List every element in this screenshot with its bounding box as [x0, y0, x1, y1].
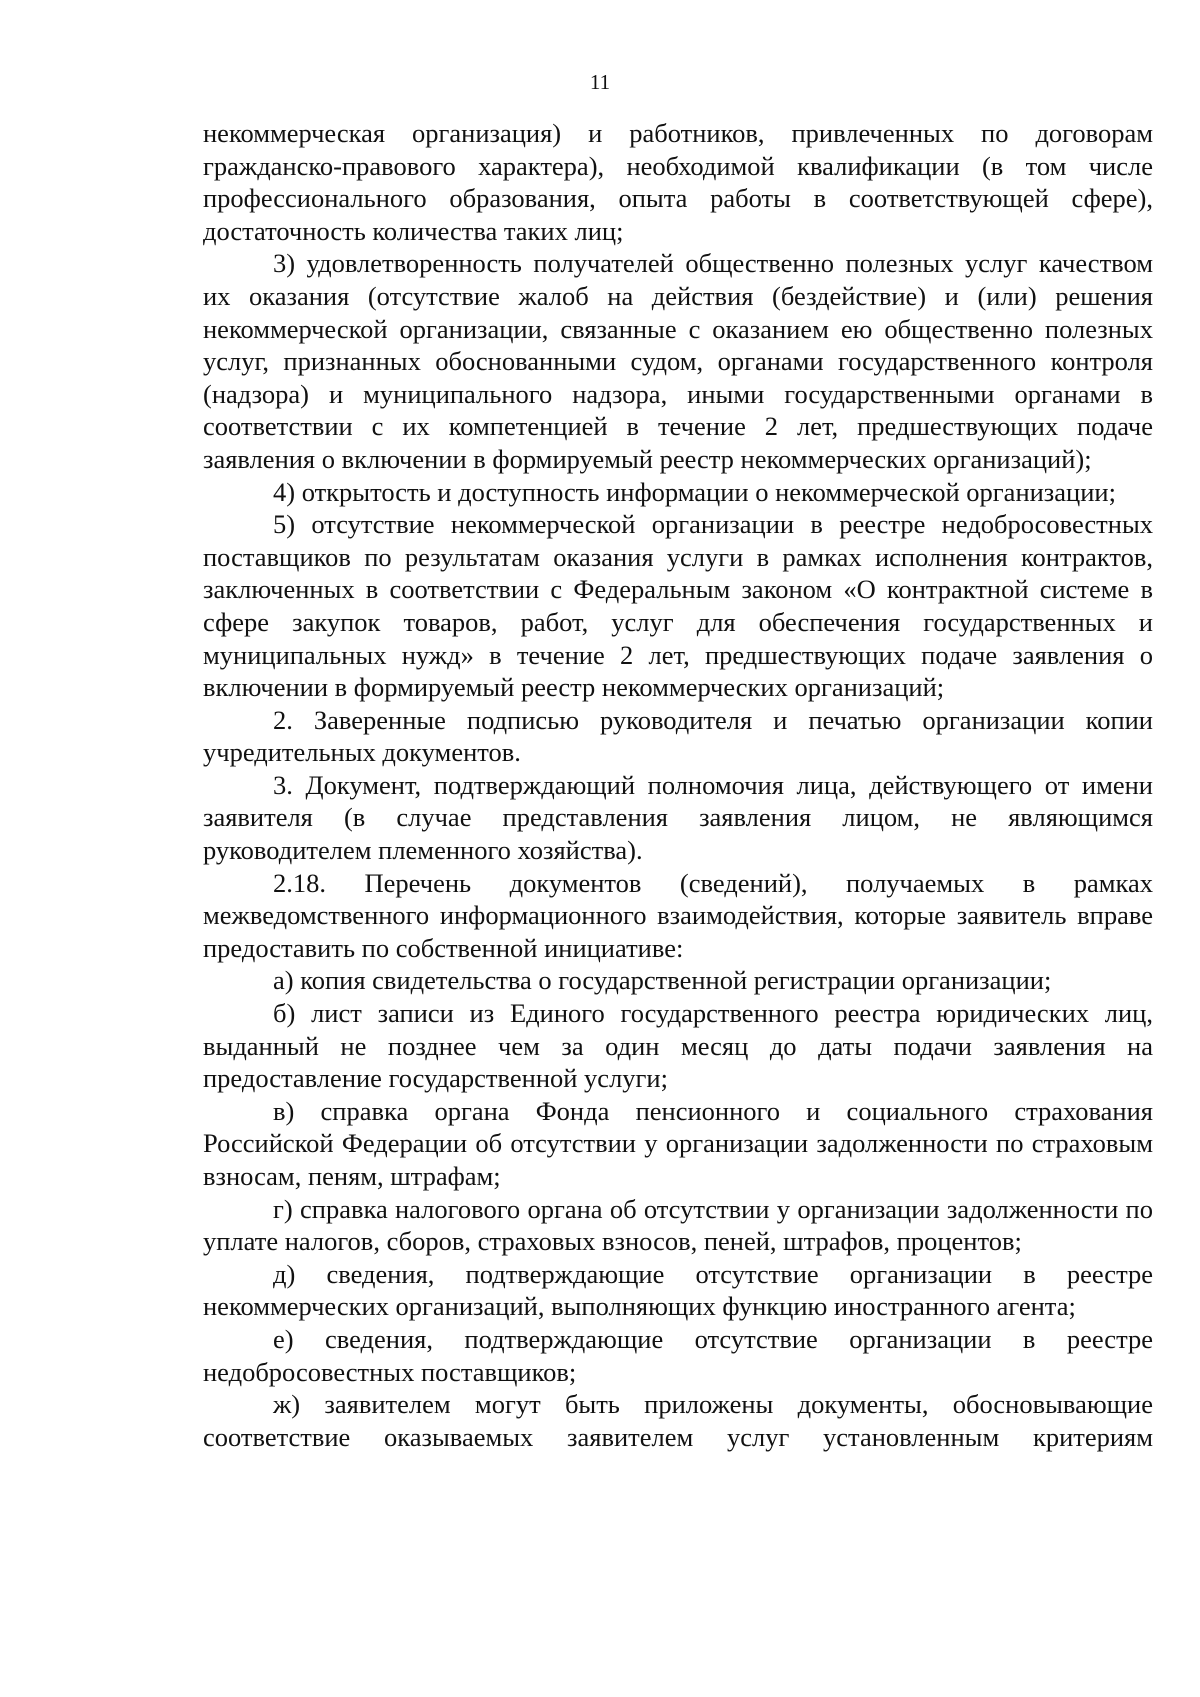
paragraph-continuation: некоммерческая организация) и работников, привлеченных по договорам гражданско-правового характера), необходимой квалификации (в том числе профессионального образования, опыта работы в соответствующей сфере), достаточность количества таких лиц; — [203, 118, 1153, 246]
document-body — [203, 117, 1153, 1453]
list-item-d: д) сведения, подтверждающие отсутствие организации в реестре некоммерческих организаций, выполняющих функцию иностранного агента; — [203, 1258, 1153, 1322]
list-item-b: б) лист записи из Единого государственного реестра юридических лиц, выданный не позднее чем за один месяц до даты подачи заявления на предоставление государственной услуги; — [203, 998, 1153, 1094]
paragraph-item-3: 3) удовлетворенность получателей общественно полезных услуг качеством их оказания (отсутствие жалоб на действия (бездействие) и (или) решения некоммерческой организации, связанные с оказанием ею общественно полезных услуг, признанных обоснованными судом, органами государственного контроля (надзора) и муниципального надзора, иными государственными органами в соответствии с их компетенцией в течение 2 лет, предшествующих подаче заявления о включении в формируемый реестр некоммерческих организаций); — [203, 248, 1153, 474]
list-item-e: е) сведения, подтверждающие отсутствие организации в реестре недобросовестных поставщиков; — [203, 1323, 1153, 1387]
paragraph-point-3: 3. Документ, подтверждающий полномочия лица, действующего от имени заявителя (в случае представления заявления лицом, не являющимся руководителем племенного хозяйства). — [203, 769, 1153, 866]
page-number: 11 — [589, 70, 611, 94]
paragraph-item-4: 4) открытость и доступность информации о некоммерческой организации; — [273, 476, 1116, 507]
list-item-v: в) справка органа Фонда пенсионного и социального страхования Российской Федерации об отсутствии у организации задолженности по страховым взносам, пеням, штрафам; — [203, 1095, 1153, 1191]
list-item-a: а) копия свидетельства о государственной регистрации организации; — [273, 965, 1052, 996]
paragraph-section-2-18: 2.18. Перечень документов (сведений), получаемых в рамках межведомственного информационного взаимодействия, которые заявитель вправе предоставить по собственной инициативе: — [203, 867, 1153, 963]
list-item-zh: ж) заявителем могут быть приложены документы, обосновывающие соответствие оказываемых заявителем услуг установленным критериям — [203, 1389, 1153, 1452]
list-item-g: г) справка налогового органа об отсутствии у организации задолженности по уплате налогов, сборов, страховых взносов, пеней, штрафов, процентов; — [203, 1193, 1153, 1257]
paragraph-item-5: 5) отсутствие некоммерческой организации в реестре недобросовестных поставщиков по результатам оказания услуги в рамках исполнения контрактов, заключенных в соответствии с Федеральным законом «О контрактной системе в сфере закупок товаров, работ, услуг для обеспечения государственных и муниципальных нужд» в течение 2 лет, предшествующих подаче заявления о включении в формируемый реестр некоммерческих организаций; — [203, 509, 1153, 703]
paragraph-point-2: 2. Заверенные подписью руководителя и печатью организации копии учредительных документов. — [203, 704, 1153, 768]
